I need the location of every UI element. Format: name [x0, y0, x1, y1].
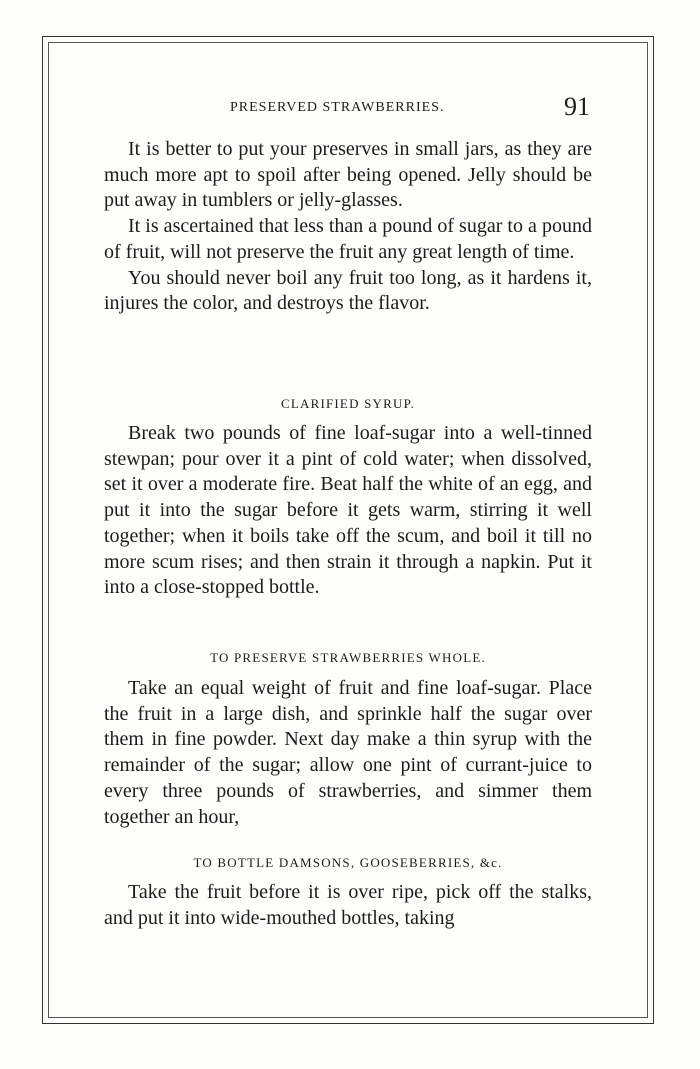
section-body — [104, 421, 592, 601]
paragraph: You should never boil any fruit too long, as it hardens it, injures the color, and destroys the flavor. — [104, 266, 592, 315]
paragraph: It is ascertained that less than a pound of sugar to a pound of fruit, will not preserve the fruit any great length of time. — [104, 215, 592, 263]
paragraph: Break two pounds of fine loaf-sugar into a well-tinned stewpan; pour over it a pint of cold water; when dissolved, set it over a moderate fire. Beat half the white of an egg, and put it into the sugar before it gets warm, stirring it well together; when it boils take off the scum, and boil it till no more scum rises; and then strain it through a napkin. Put it into a close-stopped bottle. — [104, 422, 592, 599]
section-body — [104, 676, 592, 830]
section-heading: TO BOTTLE DAMSONS, GOOSEBERRIES, &c. — [193, 855, 503, 870]
section-heading: CLARIFIED SYRUP. — [280, 396, 416, 411]
paragraph: Take an equal weight of fruit and fine loaf-sugar. Place the fruit in a large dish, and sprinkle half the sugar over them in fine powder. Next day make a thin syrup with the remainder of the sugar; allow one pint of currant-juice to every three pounds of strawberries, and simmer them together an hour, — [104, 677, 592, 828]
running-title: PRESERVED STRAWBERRIES. — [230, 100, 445, 115]
section-heading: TO PRESERVE STRAWBERRIES WHOLE. — [210, 650, 486, 665]
page-number: 91 — [564, 92, 590, 121]
paragraph: Take the fruit before it is over ripe, pick off the stalks, and put it into wide-mouthed bottles, taking — [104, 881, 592, 929]
section-body — [104, 880, 592, 931]
paragraph: It is better to put your preserves in small jars, as they are much more apt to spoil after being opened. Jelly should be put away in tumblers or jelly-glasses. — [104, 138, 592, 212]
intro-text — [104, 137, 592, 317]
running-head — [100, 92, 590, 126]
